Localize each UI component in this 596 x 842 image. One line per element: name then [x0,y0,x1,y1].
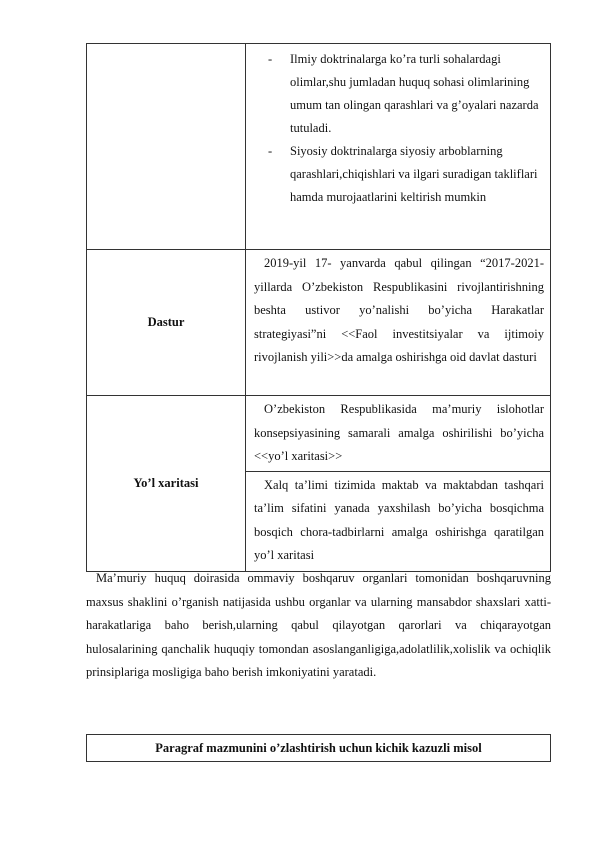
table-row [87,396,551,472]
row2-content-cell [246,250,551,396]
bullet-dash: - [268,144,273,158]
yol-xaritasi-text-2: Xalq ta’limi tizimida maktab va maktabdan tashqari ta’lim sifatini yanada yaxshilash bo’yicha bosqichma bosqich chora-tadbirlarni amalga oshirishga qaratilgan yo’l xaritasi [254,477,544,562]
doctrine-list [246,44,550,213]
list-item-text: Ilmiy doktrinalarga ko’ra turli sohalardagi olimlar,shu jumladan huquq sohasi olimlarining umum tan olingan qarashlari va g’oyalari nazarda tutuladi. [290,52,539,135]
row3b-content-cell [246,471,551,571]
row-label-yol-xaritasi: Yo’l xaritasi [87,396,246,572]
list-item [254,48,544,140]
section-title-box: Paragraf mazmunini o’zlashtirish uchun kichik kazuzli misol [86,734,551,762]
row1-label-cell [87,44,246,250]
bullet-dash: - [268,52,273,66]
list-item-text: Siyosiy doktrinalarga siyosiy arboblarning qarashlari,chiqishlari va ilgari suradigan takliflari hamda murojaatlarini keltirish mumkin [290,144,538,204]
table-row [87,250,551,396]
body-paragraph: Ma’muriy huquq doirasida ommaviy boshqaruv organlari tomonidan boshqaruvning maxsus shaklini o’rganish natijasida ushbu organlar va ularning mansabdor shaxslari xatti-harakatlariga baho berish,ularning qabul qilayotgan qarorlari va chiqarayotgan hulosalarining qanchalik huquqiy tomondan asoslanganligiga,adolatlilik,xolislik va ochiqlik prinsiplariga mosligiga baho berish imkoniyatini yaratadi. [86,571,551,679]
list-item [254,140,544,209]
yol-xaritasi-text-1: O’zbekiston Respublikasida ma’muriy islohotlar konsepsiyasining samarali amalga oshirilishi bo’yicha <<yo’l xaritasi>> [254,402,544,463]
row3a-content-cell [246,396,551,472]
dastur-text: 2019-yil 17- yanvarda qabul qilingan “2017-2021-yillarda O’zbekiston Respublikasini rivojlantirishning beshta ustivor yo’nalishi bo’yicha Harakatlar strategiyasi”ni <<Faol investitsiyalar va ijtimoiy rivojlanish yili>>da amalga oshirishga oid davlat dasturi [254,256,544,364]
sources-table [86,43,551,572]
row-label-dastur: Dastur [87,250,246,396]
row1-content-cell [246,44,551,250]
table-row [87,44,551,250]
